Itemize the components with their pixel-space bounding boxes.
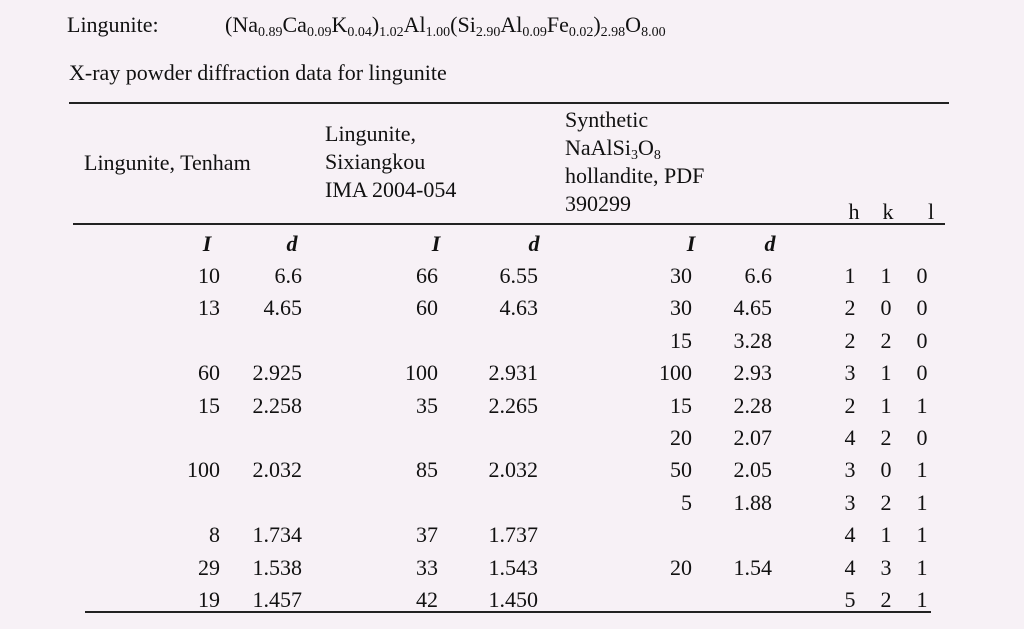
- col-head-intensity: I: [202, 231, 212, 256]
- synthetic-intensity-cell: 15: [670, 327, 692, 353]
- sixiangkou-dspacing-cell: 1.450: [488, 587, 538, 612]
- tenham-dspacing-cell: 1.734: [252, 522, 302, 548]
- sixiangkou-intensity-cell: 85: [416, 457, 438, 483]
- formula-element: Al: [500, 12, 523, 37]
- formula-element: O: [638, 135, 654, 160]
- index-l-cell: 0: [916, 295, 928, 321]
- index-l-cell: 0: [916, 327, 928, 353]
- index-k-cell: 1: [880, 392, 892, 418]
- index-h-cell: 2: [844, 392, 856, 418]
- header-rule: [73, 223, 945, 225]
- synthetic-dspacing-cell: 4.65: [733, 295, 772, 321]
- index-h-cell: 5: [844, 587, 856, 612]
- synthetic-intensity-cell: 30: [670, 295, 692, 321]
- index-h-cell: 2: [844, 327, 856, 353]
- synthetic-intensity-cell: 30: [670, 263, 692, 288]
- sixiangkou-dspacing-cell: 4.63: [499, 295, 538, 321]
- index-l-cell: 1: [916, 587, 928, 612]
- header-tenham: Lingunite, Tenham: [84, 150, 251, 175]
- tenham-intensity-cell: 13: [198, 295, 220, 321]
- index-k-cell: 2: [880, 327, 892, 353]
- formula-subscript: 2.90: [475, 25, 501, 40]
- index-l-cell: 0: [916, 425, 928, 450]
- synthetic-dspacing-cell: 1.54: [733, 554, 772, 580]
- formula-element: Al: [403, 12, 426, 37]
- index-l-cell: 0: [916, 263, 928, 288]
- col-head-dspacing: d: [528, 231, 540, 256]
- col-head-intensity: I: [431, 231, 441, 256]
- sixiangkou-dspacing-cell: 6.55: [499, 263, 538, 288]
- col-head-dspacing: d: [286, 231, 298, 256]
- header-sixiangkou-line: IMA 2004-054: [325, 177, 457, 202]
- tenham-dspacing-cell: 2.925: [252, 360, 302, 386]
- synthetic-intensity-cell: 50: [670, 457, 692, 483]
- formula-subscript: 0.04: [347, 25, 372, 40]
- formula-element: Ca: [282, 12, 307, 37]
- header-k: k: [882, 199, 894, 224]
- formula-subscript: 3: [631, 148, 638, 163]
- header-synthetic-line: 390299: [565, 191, 631, 216]
- formula-subscript: 1.02: [379, 25, 404, 40]
- header-sixiangkou-line: Lingunite,: [325, 121, 417, 146]
- index-k-cell: 1: [880, 263, 892, 288]
- index-l-cell: 1: [916, 457, 928, 483]
- tenham-intensity-cell: 100: [187, 457, 220, 483]
- index-l-cell: 1: [916, 554, 928, 580]
- synthetic-dspacing-cell: 2.93: [733, 360, 772, 386]
- header-synthetic: [565, 106, 704, 218]
- formula-element: Fe: [546, 12, 569, 37]
- formula-element: NaAlSi: [565, 135, 631, 160]
- index-k-cell: 1: [880, 522, 892, 548]
- synthetic-intensity-cell: 100: [659, 360, 692, 386]
- index-h-cell: 2: [844, 295, 856, 321]
- sixiangkou-dspacing-cell: 2.931: [488, 360, 538, 386]
- formula-subscript: 0.89: [257, 25, 283, 40]
- tenham-dspacing-cell: 2.258: [252, 392, 302, 418]
- sixiangkou-intensity-cell: 66: [416, 263, 438, 288]
- tenham-dspacing-cell: 1.457: [252, 587, 302, 612]
- index-k-cell: 0: [880, 295, 892, 321]
- formula-subscript: 8: [653, 148, 661, 163]
- index-h-cell: 4: [844, 425, 856, 450]
- mineral-label: Lingunite:: [67, 12, 159, 37]
- formula-subscript: 8.00: [641, 25, 666, 40]
- index-h-cell: 1: [844, 263, 856, 288]
- tenham-intensity-cell: 8: [209, 522, 220, 548]
- sixiangkou-dspacing-cell: 2.265: [488, 392, 538, 418]
- index-l-cell: 1: [916, 522, 928, 548]
- header-l: l: [927, 199, 935, 224]
- formula-element: ): [593, 12, 601, 37]
- tenham-intensity-cell: 29: [198, 554, 220, 580]
- formula-subscript: 2.98: [600, 25, 626, 40]
- synthetic-dspacing-cell: 6.6: [744, 263, 772, 288]
- tenham-dspacing-cell: 6.6: [274, 263, 302, 288]
- index-l-cell: 1: [916, 489, 928, 515]
- index-h-cell: 3: [844, 457, 856, 483]
- chemical-formula: [225, 12, 666, 38]
- index-k-cell: 1: [880, 360, 892, 386]
- header-h: h: [848, 199, 860, 224]
- sixiangkou-intensity-cell: 100: [405, 360, 438, 386]
- col-head-intensity: I: [686, 231, 696, 256]
- sixiangkou-dspacing-cell: 2.032: [488, 457, 538, 483]
- index-k-cell: 2: [880, 489, 892, 515]
- index-k-cell: 0: [880, 457, 892, 483]
- formula-element: ): [371, 12, 380, 37]
- synthetic-dspacing-cell: 2.07: [733, 425, 772, 450]
- index-h-cell: 3: [844, 489, 856, 515]
- tenham-dspacing-cell: 2.032: [252, 457, 302, 483]
- table-caption: X-ray powder diffraction data for lingunite: [69, 60, 447, 85]
- sixiangkou-dspacing-cell: 1.543: [488, 554, 538, 580]
- tenham-intensity-cell: 15: [198, 392, 220, 418]
- formula-element: O: [625, 12, 642, 37]
- header-sixiangkou: [325, 120, 456, 204]
- tenham-intensity-cell: 19: [198, 587, 220, 612]
- sixiangkou-intensity-cell: 33: [416, 554, 438, 580]
- index-h-cell: 3: [844, 360, 856, 386]
- sixiangkou-intensity-cell: 42: [416, 587, 438, 612]
- formula-element: (Na: [225, 12, 258, 37]
- index-k-cell: 3: [880, 554, 892, 580]
- index-k-cell: 2: [880, 425, 892, 450]
- synthetic-intensity-cell: 20: [670, 425, 692, 450]
- tenham-dspacing-cell: 1.538: [252, 554, 302, 580]
- synthetic-dspacing-cell: 1.88: [733, 489, 772, 515]
- header-synthetic-line: Synthetic: [565, 107, 649, 132]
- synthetic-intensity-cell: 5: [681, 489, 692, 515]
- index-l-cell: 1: [916, 392, 928, 418]
- formula-subscript: 1.00: [425, 25, 451, 40]
- col-head-dspacing: d: [764, 231, 776, 256]
- sixiangkou-intensity-cell: 35: [416, 392, 438, 418]
- synthetic-intensity-cell: 20: [670, 554, 692, 580]
- tenham-dspacing-cell: 4.65: [263, 295, 302, 321]
- index-l-cell: 0: [916, 360, 928, 386]
- sixiangkou-intensity-cell: 37: [416, 522, 438, 548]
- formula-subscript: 0.09: [306, 25, 332, 40]
- index-k-cell: 2: [880, 587, 892, 612]
- top-rule: [69, 102, 949, 104]
- formula-subscript: 0.09: [522, 25, 547, 40]
- synthetic-dspacing-cell: 2.28: [733, 392, 772, 418]
- sixiangkou-dspacing-cell: 1.737: [488, 522, 538, 548]
- synthetic-dspacing-cell: 2.05: [733, 457, 772, 483]
- index-h-cell: 4: [844, 554, 856, 580]
- synthetic-dspacing-cell: 3.28: [733, 327, 772, 353]
- sixiangkou-intensity-cell: 60: [416, 295, 438, 321]
- header-synthetic-formula: [565, 134, 704, 162]
- synthetic-intensity-cell: 15: [670, 392, 692, 418]
- header-sixiangkou-line: Sixiangkou: [325, 149, 426, 174]
- tenham-intensity-cell: 60: [198, 360, 220, 386]
- tenham-intensity-cell: 10: [198, 263, 220, 288]
- index-h-cell: 4: [844, 522, 856, 548]
- formula-element: (Si: [450, 12, 476, 37]
- formula-subscript: 0.02: [568, 25, 594, 40]
- formula-element: K: [331, 12, 348, 37]
- header-synthetic-line: hollandite, PDF: [565, 163, 705, 188]
